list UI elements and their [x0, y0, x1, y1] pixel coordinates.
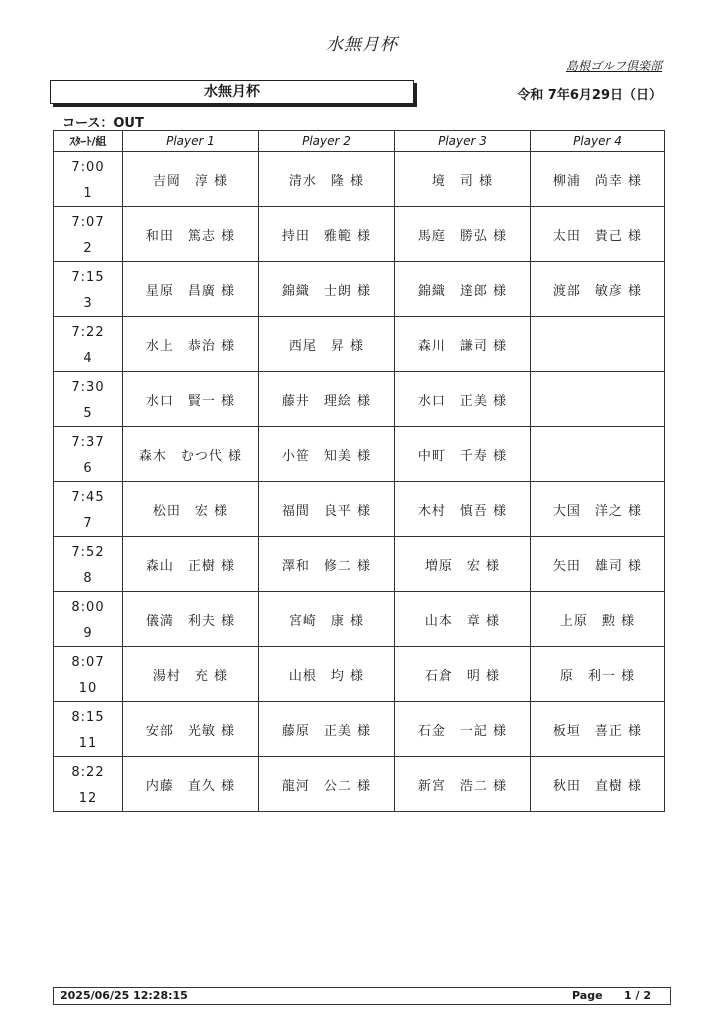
player-cell: 澤和 修二 様 [259, 537, 395, 592]
player-cell: 上原 勲 様 [531, 592, 665, 647]
start-group-cell [54, 152, 123, 207]
player-cell [531, 317, 665, 372]
player-cell: 木村 慎吾 様 [395, 482, 531, 537]
start-group-cell [54, 537, 123, 592]
table-row [54, 427, 665, 482]
player-cell: 石倉 明 様 [395, 647, 531, 702]
start-time: 8:07 [71, 655, 105, 670]
group-number: 8 [83, 571, 93, 586]
player-cell: 山本 章 様 [395, 592, 531, 647]
player-cell: 森山 正樹 様 [123, 537, 259, 592]
player-cell: 板垣 喜正 様 [531, 702, 665, 757]
start-group-cell [54, 317, 123, 372]
start-time: 7:52 [71, 545, 105, 560]
tee-time-table [53, 130, 665, 812]
print-footer [53, 987, 671, 1005]
group-number: 2 [83, 241, 93, 256]
player-cell: 太田 貴己 様 [531, 207, 665, 262]
course-label: コース：OUT [62, 116, 144, 131]
group-number: 11 [78, 736, 98, 751]
table-row [54, 482, 665, 537]
page-number: 1 / 2 [624, 989, 651, 1002]
player-cell: 吉岡 淳 様 [123, 152, 259, 207]
group-number: 1 [83, 186, 93, 201]
player-cell: 松田 宏 様 [123, 482, 259, 537]
player-cell: 柳浦 尚幸 様 [531, 152, 665, 207]
event-date: 令和 7年6月29日（日） [517, 88, 662, 103]
start-group-cell [54, 207, 123, 262]
start-time: 7:45 [71, 490, 105, 505]
column-header-player-3: Player 3 [395, 131, 531, 152]
start-time: 7:22 [71, 325, 105, 340]
player-cell: 馬庭 勝弘 様 [395, 207, 531, 262]
column-header-player-4: Player 4 [531, 131, 665, 152]
group-number: 6 [83, 461, 93, 476]
document-title: 水無月杯 [326, 35, 398, 55]
column-header-start-group: ｽﾀｰﾄ/組 [54, 131, 123, 152]
player-cell: 水口 賢一 様 [123, 372, 259, 427]
player-cell: 錦織 士朗 様 [259, 262, 395, 317]
player-cell: 持田 雅範 様 [259, 207, 395, 262]
player-cell: 福間 良平 様 [259, 482, 395, 537]
start-time: 7:37 [71, 435, 105, 450]
table-row [54, 152, 665, 207]
table-row [54, 537, 665, 592]
start-time: 7:15 [71, 270, 105, 285]
table-row [54, 317, 665, 372]
player-cell: 秋田 直樹 様 [531, 757, 665, 812]
start-time: 7:00 [71, 160, 105, 175]
player-cell: 境 司 様 [395, 152, 531, 207]
start-group-cell [54, 757, 123, 812]
player-cell: 渡部 敏彦 様 [531, 262, 665, 317]
player-cell: 小笹 知美 様 [259, 427, 395, 482]
start-group-cell [54, 592, 123, 647]
column-header-player-2: Player 2 [259, 131, 395, 152]
print-timestamp: 2025/06/25 12:28:15 [60, 989, 188, 1002]
player-cell: 増原 宏 様 [395, 537, 531, 592]
player-cell: 大国 洋之 様 [531, 482, 665, 537]
start-time: 8:22 [71, 765, 105, 780]
player-cell: 儀満 利夫 様 [123, 592, 259, 647]
start-group-cell [54, 482, 123, 537]
group-number: 5 [83, 406, 93, 421]
player-cell: 中町 千寿 様 [395, 427, 531, 482]
table-row [54, 647, 665, 702]
player-cell: 和田 篤志 様 [123, 207, 259, 262]
player-cell: 錦織 達郎 様 [395, 262, 531, 317]
start-group-cell [54, 702, 123, 757]
start-time: 8:15 [71, 710, 105, 725]
start-time: 8:00 [71, 600, 105, 615]
group-number: 10 [78, 681, 98, 696]
player-cell: 森木 むつ代 様 [123, 427, 259, 482]
player-cell: 龍河 公二 様 [259, 757, 395, 812]
player-cell: 水口 正美 様 [395, 372, 531, 427]
group-number: 9 [83, 626, 93, 641]
player-cell: 石金 一記 様 [395, 702, 531, 757]
group-number: 3 [83, 296, 93, 311]
player-cell [531, 372, 665, 427]
page-label: Page [572, 989, 603, 1002]
event-name-box: 水無月杯 [50, 80, 414, 104]
player-cell: 山根 均 様 [259, 647, 395, 702]
player-cell: 森川 謙司 様 [395, 317, 531, 372]
column-header-player-1: Player 1 [123, 131, 259, 152]
player-cell: 宮崎 康 様 [259, 592, 395, 647]
table-row [54, 372, 665, 427]
table-row [54, 592, 665, 647]
table-row [54, 702, 665, 757]
player-cell: 清水 隆 様 [259, 152, 395, 207]
player-cell: 藤原 正美 様 [259, 702, 395, 757]
player-cell: 水上 恭治 様 [123, 317, 259, 372]
player-cell: 湯村 充 様 [123, 647, 259, 702]
start-group-cell [54, 427, 123, 482]
player-cell: 安部 光敏 様 [123, 702, 259, 757]
club-name: 島根ゴルフ倶楽部 [565, 59, 662, 73]
start-group-cell [54, 262, 123, 317]
player-cell: 原 利一 様 [531, 647, 665, 702]
player-cell: 矢田 雄司 様 [531, 537, 665, 592]
player-cell: 西尾 昇 様 [259, 317, 395, 372]
group-number: 7 [83, 516, 93, 531]
table-row [54, 757, 665, 812]
start-time: 7:07 [71, 215, 105, 230]
group-number: 12 [78, 791, 98, 806]
group-number: 4 [83, 351, 93, 366]
start-time: 7:30 [71, 380, 105, 395]
player-cell: 星原 昌廣 様 [123, 262, 259, 317]
start-group-cell [54, 647, 123, 702]
player-cell: 新宮 浩二 様 [395, 757, 531, 812]
table-row [54, 262, 665, 317]
table-row [54, 207, 665, 262]
player-cell: 藤井 理絵 様 [259, 372, 395, 427]
table-header-row [54, 131, 665, 152]
player-cell [531, 427, 665, 482]
start-group-cell [54, 372, 123, 427]
player-cell: 内藤 直久 様 [123, 757, 259, 812]
